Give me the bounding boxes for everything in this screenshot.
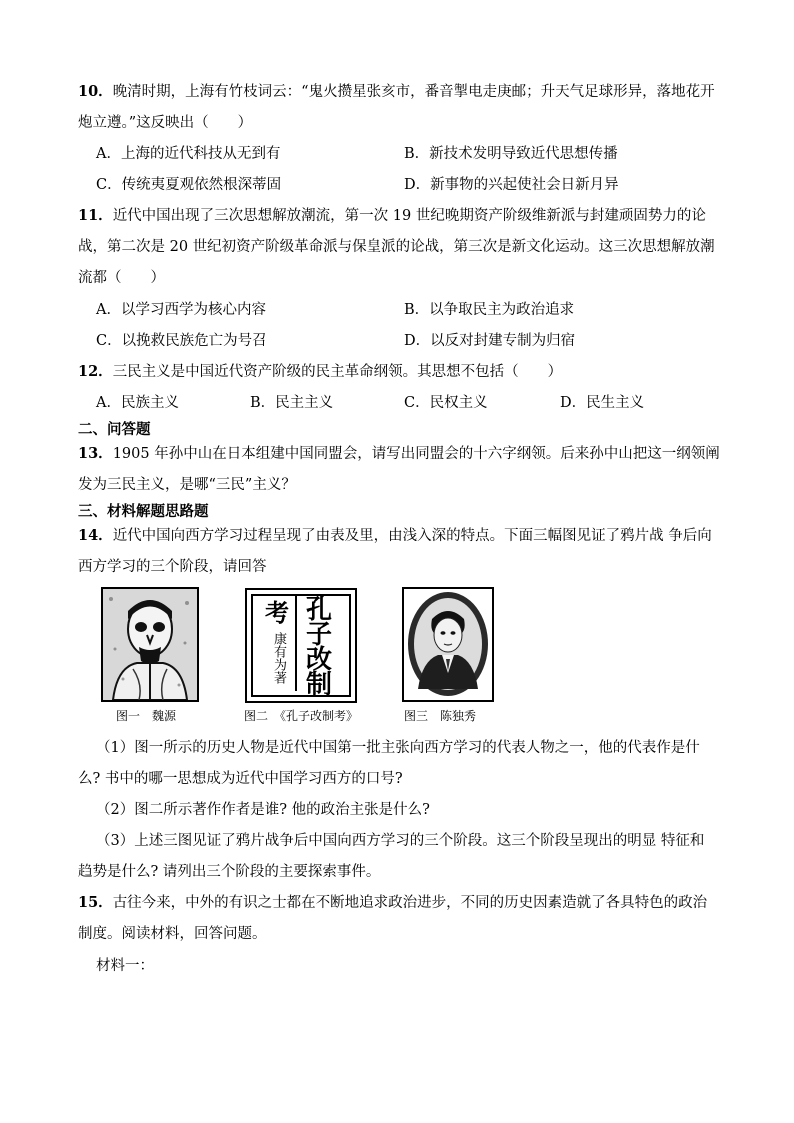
section-title-material: 三、材料解题思路题: [78, 504, 209, 520]
book-title-char-kong: 孔: [305, 595, 332, 625]
caption-figure-3: 图三 陈独秀: [404, 709, 477, 723]
book-divider: [295, 596, 297, 691]
section-title-qa: 二、问答题: [78, 422, 151, 438]
figure-1-portrait: [101, 587, 199, 702]
q10-text: 晚清时期，上海有竹枝词云：“鬼火攒星张亥市，番音掣电走庚邮；升天气足球形异，落地花开: [112, 84, 715, 100]
q11-text: 近代中国出现了三次思想解放潮流，第一次 19 世纪晚期资产阶级维新派与封建顽固势力的论: [112, 208, 706, 224]
q11-number: 11．: [78, 207, 113, 224]
q13-text: 1905 年孙中山在日本组建中国同盟会，请写出同盟会的十六字纲领。后来孙中山把这一纲领阐: [112, 446, 720, 462]
q14-sub2: （2）图二所示著作作者是谁? 他的政治主张是什么?: [96, 802, 430, 818]
portrait-weiyuan-icon: [103, 589, 197, 700]
book-title-col: [305, 595, 333, 700]
q14-line1: [78, 526, 718, 546]
book-title-char-gai: 改: [305, 645, 332, 675]
q12-text: 三民主义是中国近代资产阶级的民主革命纲领。其思想不包括（ ）: [112, 364, 563, 380]
q11-option-a: A．以学习西学为核心内容: [96, 302, 266, 318]
q12-option-a: A．民族主义: [96, 395, 179, 411]
q12-line1: [78, 362, 718, 382]
q13-line2: 发为三民主义，是哪“三民”主义？: [78, 477, 296, 493]
book-title-char-kao: 考: [265, 598, 289, 627]
q15-material-label: 材料一：: [96, 958, 154, 974]
q13-line1: [78, 444, 718, 464]
q14-sub1-line1: （1）图一所示的历史人物是近代中国第一批主张向西方学习的代表人物之一，他的代表作是什: [96, 740, 700, 756]
q15-number: 15．: [78, 894, 113, 911]
q10-line1: [78, 82, 718, 102]
q11-option-b: B．以争取民主为政治追求: [404, 302, 575, 318]
q11-option-d: D．以反对封建专制为归宿: [404, 333, 576, 349]
caption-figure-1: 图一 魏源: [116, 709, 177, 723]
q12-option-d: D．民生主义: [560, 395, 645, 411]
q10-number: 10．: [78, 83, 113, 100]
q14-text: 近代中国向西方学习过程呈现了由表及里，由浅入深的特点。下面三幅图见证了鸦片战 争后向: [112, 528, 712, 544]
q11-option-c: C．以挽救民族危亡为号召: [96, 333, 267, 349]
q14-line2: 西方学习的三个阶段，请回答: [78, 559, 267, 575]
q14-sub1-line2: 么? 书中的哪一思想成为近代中国学习西方的口号?: [78, 771, 403, 787]
q15-line2: 制度。阅读材料，回答问题。: [78, 926, 267, 942]
q12-number: 12．: [78, 363, 113, 380]
q13-number: 13．: [78, 445, 113, 462]
book-title-char-zhi: 制: [305, 670, 332, 700]
q10-option-a: A．上海的近代科技从无到有: [96, 146, 281, 162]
q11-line2: 战，第二次是 20 世纪初资产阶级革命派与保皇派的论战，第三次是新文化运动。这三次思想解放潮: [78, 239, 715, 255]
q10-line2: 炮立遵。”这反映出（ ）: [78, 115, 253, 131]
caption-figure-2: 图二 《孔子改制考》: [244, 709, 359, 723]
q12-option-c: C．民权主义: [404, 395, 488, 411]
q12-option-b: B．民主主义: [250, 395, 334, 411]
q15-text: 古往今来，中外的有识之士都在不断地追求政治进步，不同的历史因素造就了各具特色的政治: [112, 895, 708, 911]
q14-number: 14．: [78, 527, 113, 544]
portrait-chenduxiu-icon: [404, 589, 492, 700]
q15-line1: [78, 893, 718, 913]
book-author: 康有为著: [271, 632, 286, 684]
q11-line3: 流都（ ）: [78, 270, 165, 286]
q10-option-c: C．传统夷夏观依然根深蒂固: [96, 177, 282, 193]
q10-option-d: D．新事物的兴起使社会日新月异: [404, 177, 619, 193]
q14-sub3-line2: 趋势是什么? 请列出三个阶段的主要探索事件。: [78, 864, 381, 880]
figure-3-portrait: [402, 587, 494, 702]
q11-line1: [78, 206, 718, 226]
q14-sub3-line1: （3）上述三图见证了鸦片战争后中国向西方学习的三个阶段。这三个阶段呈现出的明显 特征和: [96, 833, 705, 849]
q10-option-b: B．新技术发明导致近代思想传播: [404, 146, 618, 162]
figure-2-book-cover: [245, 588, 357, 703]
book-title-char-zi: 子: [305, 620, 332, 650]
